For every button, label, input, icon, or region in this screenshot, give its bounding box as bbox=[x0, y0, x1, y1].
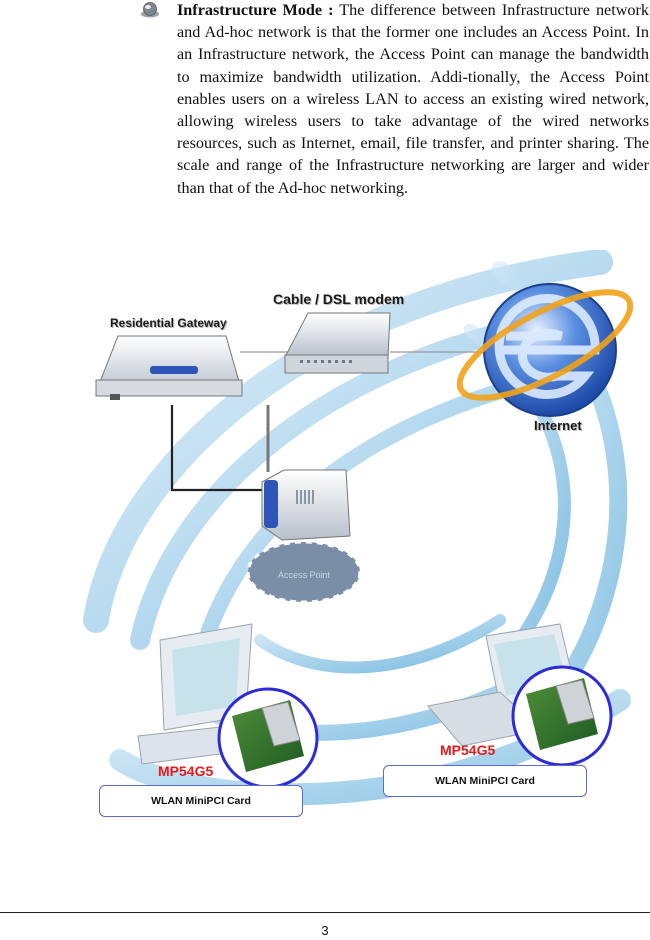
left-minipci-card-image bbox=[219, 689, 317, 787]
cable-modem-device bbox=[285, 313, 390, 373]
cable-dsl-modem-label: Cable / DSL modem bbox=[273, 291, 405, 307]
left-card-caption: WLAN MiniPCI Card bbox=[99, 785, 303, 817]
paragraph-body: The difference between Infrastructure network and Ad-hoc network is that the former one includes an Access Point. In an Infrastructure network, the Access Point can manage the bandwidth to maximize bandwidth utilization. Addi-tionally, the Access Point enables users on a wireless LAN to access an existing wired network, allowing wireless users to take advantage of the wired networks resources, such as Internet, email, file transfer, and printer sharing. The scale and range of the Infrastructure networking are larger and wider than that of the Ad-hoc networking. bbox=[177, 1, 649, 197]
left-product-name: MP54G5 bbox=[158, 763, 214, 779]
bullet-icon bbox=[140, 2, 160, 18]
network-diagram bbox=[0, 250, 650, 830]
right-card-caption: WLAN MiniPCI Card bbox=[383, 765, 587, 797]
access-point-caption: Access Point bbox=[277, 570, 331, 580]
infrastructure-paragraph bbox=[177, 0, 649, 199]
residential-gateway-label: Residential Gateway bbox=[110, 316, 227, 330]
access-point-base bbox=[248, 542, 360, 602]
footer-divider bbox=[0, 912, 650, 913]
right-product-name: MP54G5 bbox=[440, 742, 496, 758]
internet-label: Internet bbox=[534, 418, 582, 433]
residential-gateway-device bbox=[96, 336, 242, 400]
page-number: 3 bbox=[321, 923, 329, 938]
term-heading: Infrastructure Mode : bbox=[177, 1, 334, 19]
right-minipci-card-image bbox=[513, 667, 611, 765]
